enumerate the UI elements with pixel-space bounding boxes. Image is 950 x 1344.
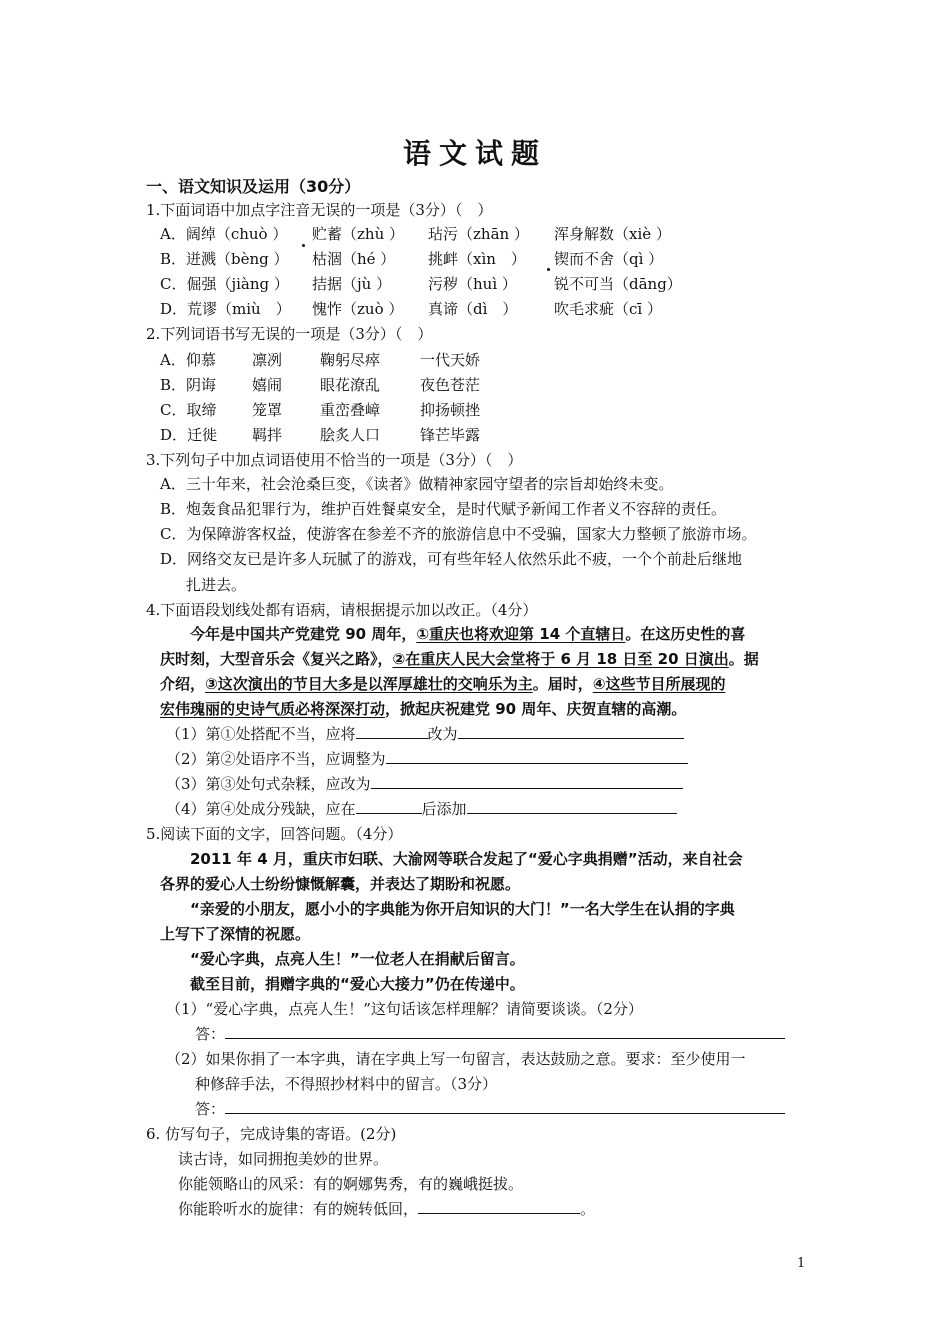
underlined-error-3: ③这次演出的节目 <box>205 675 323 693</box>
q4-sub1-text2: 改为 <box>427 725 458 743</box>
q2-a-word2: 凛冽 <box>252 351 283 369</box>
section-heading: 一、语文知识及运用（30分） <box>146 177 361 196</box>
q5-answer-1 <box>195 1022 785 1046</box>
q4-stem: 4.下面语段划线处都有语病，请根据提示加以改正。（4分） <box>146 601 538 619</box>
q4-sub2-text: （2）第②处语序不当，应调整为 <box>166 750 386 768</box>
q2-option-b: B．阴诲 <box>160 376 217 394</box>
answer-blank[interactable] <box>418 1197 580 1214</box>
q2-b-word3: 眼花潦乱 <box>320 376 381 394</box>
q2-b-word2: 嬉闹 <box>252 376 283 394</box>
q2-stem: 2.下列词语书写无误的一项是（3分）（ ） <box>146 325 433 343</box>
q4-sub3-text: （3）第③处句式杂糅，应改为 <box>166 775 371 793</box>
q1-a-word4: 浑身解数（xiè ） <box>554 225 671 243</box>
q2-d-word4: 锋芒毕露 <box>420 426 481 444</box>
passage-text: 。据 <box>728 650 759 668</box>
q6-line-3 <box>178 1197 595 1221</box>
q1-option-b: B．迸溅（bèng ） <box>160 250 289 268</box>
passage-line: 上写下了深情的祝愿。 <box>160 925 311 943</box>
q5-sub1: （1）“爱心字典，点亮人生！”这句话该怎样理解？请简要谈谈。（2分） <box>166 1000 643 1018</box>
q6-line-1: 读古诗，如同拥抱美妙的世界。 <box>178 1150 389 1168</box>
q6-line-3-end: 。 <box>580 1200 596 1218</box>
answer-blank[interactable] <box>225 1022 785 1039</box>
q2-a-word3: 鞠躬尽瘁 <box>320 351 381 369</box>
q2-option-c: C．取缔 <box>160 401 217 419</box>
passage-text: 介绍， <box>160 675 206 693</box>
q1-option-d: D．荒谬（miù ） <box>160 300 291 318</box>
q6-line-3-text: 你能聆听水的旋律：有的婉转低回， <box>178 1200 419 1218</box>
q1-d-word3: 真谛（dì ） <box>428 300 518 318</box>
q5-sub2: （2）如果你捐了一本字典，请在字典上写一句留言，表达鼓励之意。要求：至少使用一 <box>166 1050 746 1068</box>
q4-sub1-text: （1）第①处搭配不当，应将 <box>166 725 356 743</box>
passage-text: 庆时刻，大型音乐会《复兴之路》， <box>160 650 393 668</box>
underlined-error-3b: 大多是以浑厚雄壮的交响乐为主 <box>322 675 533 693</box>
q1-b-word4: 锲而不舍（qì ） <box>554 250 664 268</box>
answer-label: 答： <box>195 1025 226 1043</box>
q1-option-a: A．阔绰（chuò ） <box>160 225 288 243</box>
passage-line: 各界的爱心人士纷纷慷慨解囊，并表达了期盼和祝愿。 <box>160 875 521 893</box>
page-number: 1 <box>797 1256 806 1271</box>
q1-c-word2: 拮据（jù ） <box>312 275 392 293</box>
q1-a-word2: 贮蓄（zhù ） <box>312 225 404 243</box>
answer-blank[interactable] <box>467 797 677 814</box>
q2-c-word4: 抑扬顿挫 <box>420 401 481 419</box>
q2-a-word4: 一代天娇 <box>420 351 481 369</box>
q1-a-word3: 玷污（zhān ） <box>428 225 529 243</box>
q1-c-word3: 污秽（huì ） <box>428 275 517 293</box>
passage-line: “亲爱的小朋友，愿小小的字典能为你开启知识的大门！”一名大学生在认捐的字典 <box>190 900 735 918</box>
q4-sub4-text2: 后添加 <box>421 800 467 818</box>
q2-d-word3: 脍炙人口 <box>320 426 381 444</box>
q3-stem: 3.下列句子中加点词语使用不恰当的一项是（3分）（ ） <box>146 451 523 469</box>
q2-option-a: A．仰慕 <box>160 351 216 369</box>
q2-b-word4: 夜色苍茫 <box>420 376 481 394</box>
passage-line: 2011 年 4 月，重庆市妇联、大渝网等联合发起了“爱心字典捐赠”活动，来自社会 <box>190 850 743 868</box>
q1-stem: 1.下面词语中加点字注音无误的一项是（3分）（ ） <box>146 201 493 219</box>
answer-label: 答： <box>195 1100 226 1118</box>
passage-text: 。在这历史性的喜 <box>625 625 746 643</box>
q4-passage <box>160 622 810 722</box>
underlined-error-4: ④这些节目所展现的 <box>592 675 726 693</box>
answer-blank[interactable] <box>458 722 684 739</box>
q2-c-word3: 重峦叠嶂 <box>320 401 381 419</box>
q1-option-c: C．倔强（jiàng ） <box>160 275 289 293</box>
q2-option-d: D．迁徙 <box>160 426 218 444</box>
answer-blank[interactable] <box>371 772 683 789</box>
underlined-error-4b: 宏伟瑰丽的史诗气质必将深深打动 <box>160 700 386 718</box>
q5-answer-2 <box>195 1097 785 1121</box>
q1-b-word2: 枯涸（hé ） <box>312 250 396 268</box>
q2-d-word2: 羁拌 <box>252 426 283 444</box>
q4-sub1 <box>166 722 684 746</box>
q3-option-d-cont: 扎进去。 <box>186 576 247 594</box>
q2-c-word2: 笼罩 <box>252 401 283 419</box>
answer-blank[interactable] <box>386 747 688 764</box>
q1-d-word4: 吹毛求疵（cī ） <box>554 300 662 318</box>
emphasis-dot <box>302 244 305 247</box>
q4-sub2 <box>166 747 688 771</box>
q5-sub2-cont: 种修辞手法，不得照抄材料中的留言。（3分） <box>195 1075 498 1093</box>
q6-stem: 6. 仿写句子，完成诗集的寄语。(2分) <box>146 1125 397 1143</box>
q4-sub3 <box>166 772 683 796</box>
underlined-error-1: ①重庆也将欢迎第 14 个直辖日 <box>416 625 626 643</box>
q3-option-b: B．炮轰食品犯罪行为，维护百姓餐桌安全，是时代赋予新闻工作者义不容辞的责任。 <box>160 500 727 518</box>
q4-sub4 <box>166 797 677 821</box>
q4-sub4-text: （4）第④处成分残缺，应在 <box>166 800 356 818</box>
answer-blank[interactable] <box>225 1097 785 1114</box>
q3-option-a: A．三十年来，社会沧桑巨变，《读者》做精神家园守望者的宗旨却始终未变。 <box>160 475 674 493</box>
passage-text: 今年是中国共产党建党 90 周年， <box>190 625 417 643</box>
q1-b-word3: 挑衅（xìn ） <box>428 250 526 268</box>
q3-option-d: D．网络交友已是许多人玩腻了的游戏，可有些年轻人依然乐此不疲，一个个前赴后继地 <box>160 550 743 568</box>
passage-line: 截至目前，捐赠字典的“爱心大接力”仍在传递中。 <box>190 975 525 993</box>
page-title: 语文试题 <box>402 137 547 170</box>
passage-text: 。届时， <box>532 675 593 693</box>
emphasis-dot <box>547 268 550 271</box>
underlined-error-2: ②在重庆人民大会堂将于 6 月 18 日至 20 日演出 <box>392 650 729 668</box>
answer-blank[interactable] <box>356 797 422 814</box>
answer-blank[interactable] <box>356 722 428 739</box>
q6-line-2: 你能领略山的风采：有的婀娜隽秀，有的巍峨挺拔。 <box>178 1175 524 1193</box>
q1-c-word4: 锐不可当（dāng） <box>554 275 682 293</box>
q5-passage <box>160 847 810 997</box>
q3-option-c: C．为保障游客权益，使游客在参差不齐的旅游信息中不受骗，国家大力整顿了旅游市场。 <box>160 525 757 543</box>
q5-stem: 5.阅读下面的文字，回答问题。（4分） <box>146 825 403 843</box>
passage-text: ，掀起庆祝建党 90 周年、庆贺直辖的高潮。 <box>385 700 687 718</box>
q1-d-word2: 愧怍（zuò ） <box>312 300 404 318</box>
passage-line: “爱心字典，点亮人生！”一位老人在捐献后留言。 <box>190 950 525 968</box>
